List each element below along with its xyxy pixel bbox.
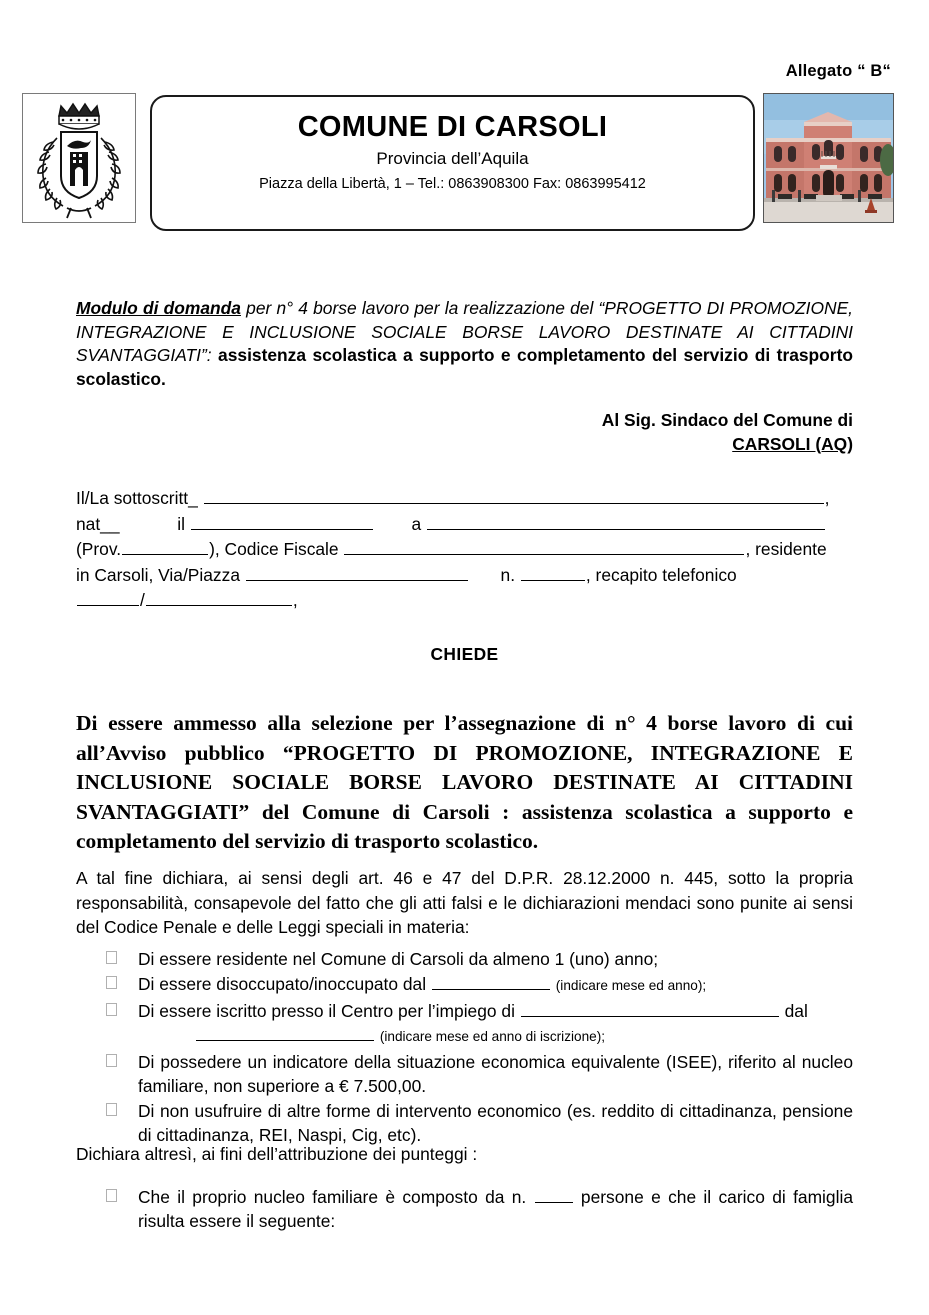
- checklist-item[interactable]: [76, 1099, 853, 1147]
- label-recapito: , recapito telefonico: [585, 564, 737, 585]
- checklist-item-note: (indicare mese ed anno di iscrizione): [379, 1029, 602, 1044]
- birthdate-blank-line[interactable]: [191, 512, 373, 530]
- registration-date-blank-line[interactable]: [196, 1023, 374, 1041]
- comma-after-name: ,: [824, 488, 830, 508]
- checklist-item-label: Di essere residente nel Comune di Carsoli da almeno 1 (uno) anno;: [138, 949, 659, 969]
- birthplace-blank-line[interactable]: [427, 512, 825, 530]
- scoring-item-label: Che il proprio nucleo familiare è composto da n.: [138, 1187, 527, 1207]
- attachment-label: Allegato “ B“: [785, 62, 891, 80]
- field-row-address: [76, 563, 853, 589]
- comune-province: Provincia dell’Aquila: [376, 149, 529, 169]
- checklist-item-note: (indicare mese ed anno): [555, 978, 703, 993]
- checkbox-icon[interactable]: [106, 976, 117, 989]
- scoring-item[interactable]: [76, 1185, 853, 1233]
- checklist-item-mid: dal: [784, 1001, 808, 1021]
- label-residente: , residente: [745, 539, 827, 559]
- declaration-intro: A tal fine dichiara, ai sensi degli art. 46 e 47 del D.P.R. 28.12.2000 n. 445, sotto la propria responsabilità, consapevole del fatto che gli atti falsi e le dichiarazioni mendaci sono punite ai sensi del Codice Penale e delle Leggi speciali in materia:: [76, 868, 853, 937]
- label-slash: /: [140, 590, 145, 610]
- label-prov-close: ), Codice Fiscale: [209, 539, 339, 559]
- field-row-fiscal: [76, 537, 853, 563]
- phone-number-blank-line[interactable]: [146, 588, 292, 606]
- label-final-comma: ,: [292, 590, 298, 610]
- addressee-block: [76, 409, 853, 456]
- unemployment-date-blank-line[interactable]: [432, 972, 550, 990]
- checklist-item[interactable]: [76, 999, 853, 1049]
- municipal-building-photo: [763, 93, 894, 223]
- phone-prefix-blank-line[interactable]: [77, 588, 139, 606]
- field-row-name: [76, 486, 853, 512]
- intro-bold-text: assistenza scolastica a supporto e completamento del servizio di trasporto scolastico.: [76, 345, 853, 389]
- request-body: Di essere ammesso alla selezione per l’assegnazione di n° 4 borse lavoro di cui all’Avviso pubblico “PROGETTO DI PROMOZIONE, INTEGRAZIONE E INCLUSIONE SOCIALE BORSE LAVORO DESTINATE AI CITTADINI SVANTAGGIATI” del Comune di Carsoli : assistenza scolastica a supporto e completamento del servizio di trasporto scolastico.: [76, 711, 853, 853]
- checklist-item-label: Di non usufruire di altre forme di intervento economico (es. reddito di cittadinanza, pensione di cittadinanza, REI, Naspi, Cig, etc).: [138, 1101, 853, 1145]
- checklist-item[interactable]: [76, 947, 853, 971]
- label-n: n.: [500, 564, 516, 585]
- scoring-item-suffix: persone e che il carico di famiglia risulta essere il seguente:: [138, 1187, 853, 1231]
- document-header: [0, 93, 929, 235]
- checklist-item-suffix: ;: [702, 978, 707, 993]
- checklist-item-label: Di essere iscritto presso il Centro per l’impiego di: [138, 1001, 515, 1021]
- household-size-blank-line[interactable]: [535, 1185, 573, 1203]
- field-row-phone: [76, 588, 853, 614]
- checkbox-icon[interactable]: [106, 1054, 117, 1067]
- comune-address: Piazza della Libertà, 1 – Tel.: 0863908300 Fax: 0863995412: [259, 175, 646, 192]
- checklist-item-label: Di possedere un indicatore della situazione economica equivalente (ISEE), riferito al nucleo familiare, non superiore a € 7.500,00.: [138, 1052, 853, 1096]
- applicant-fields: [76, 486, 853, 614]
- chiede-heading: CHIEDE: [430, 644, 499, 664]
- label-a: a: [411, 513, 422, 534]
- checkbox-icon[interactable]: [106, 1103, 117, 1116]
- label-il: il: [177, 513, 185, 534]
- employment-center-blank-line[interactable]: [521, 999, 779, 1017]
- coat-of-arms-icon: [22, 93, 136, 223]
- fiscal-code-blank-line[interactable]: [344, 537, 744, 555]
- checkbox-icon[interactable]: [106, 1003, 117, 1016]
- comune-title: COMUNE DI CARSOLI: [297, 111, 608, 143]
- intro-paragraph: [76, 297, 853, 391]
- checkbox-icon[interactable]: [106, 1189, 117, 1202]
- addressee-line1: Al Sig. Sindaco del Comune di: [601, 410, 853, 430]
- checkbox-icon[interactable]: [106, 951, 117, 964]
- addressee-line2: CARSOLI (AQ): [732, 433, 853, 454]
- street-blank-line[interactable]: [246, 563, 468, 581]
- scoring-intro: Dichiara altresì, ai fini dell’attribuzione dei punteggi :: [76, 1144, 478, 1164]
- label-nat: nat__: [76, 513, 120, 534]
- province-blank-line[interactable]: [122, 537, 208, 555]
- label-prov: (Prov.: [76, 539, 122, 559]
- label-in-carsoli: in Carsoli, Via/Piazza: [76, 564, 240, 585]
- field-row-birth: [76, 512, 853, 538]
- header-title-box: [150, 95, 755, 231]
- checklist-item-suffix: ;: [601, 1029, 606, 1044]
- name-blank-line[interactable]: [204, 486, 824, 504]
- intro-lead: Modulo di domanda: [76, 298, 241, 318]
- label-sottoscritt: Il/La sottoscritt_: [76, 488, 198, 508]
- checklist-item[interactable]: [76, 972, 853, 998]
- house-number-blank-line[interactable]: [521, 563, 585, 581]
- intro-italic-text: per n° 4 borse lavoro per la realizzazione del “PROGETTO DI PROMOZIONE, INTEGRAZIONE E INCLUSIONE SOCIALE BORSE LAVORO DESTINATE AI CITTADINI SVANTAGGIATI”:: [76, 298, 854, 365]
- checklist-item-label: Di essere disoccupato/inoccupato dal: [138, 974, 427, 994]
- checklist-item[interactable]: [76, 1050, 853, 1098]
- declaration-checklist: [76, 947, 853, 1148]
- scoring-checklist: [76, 1185, 853, 1234]
